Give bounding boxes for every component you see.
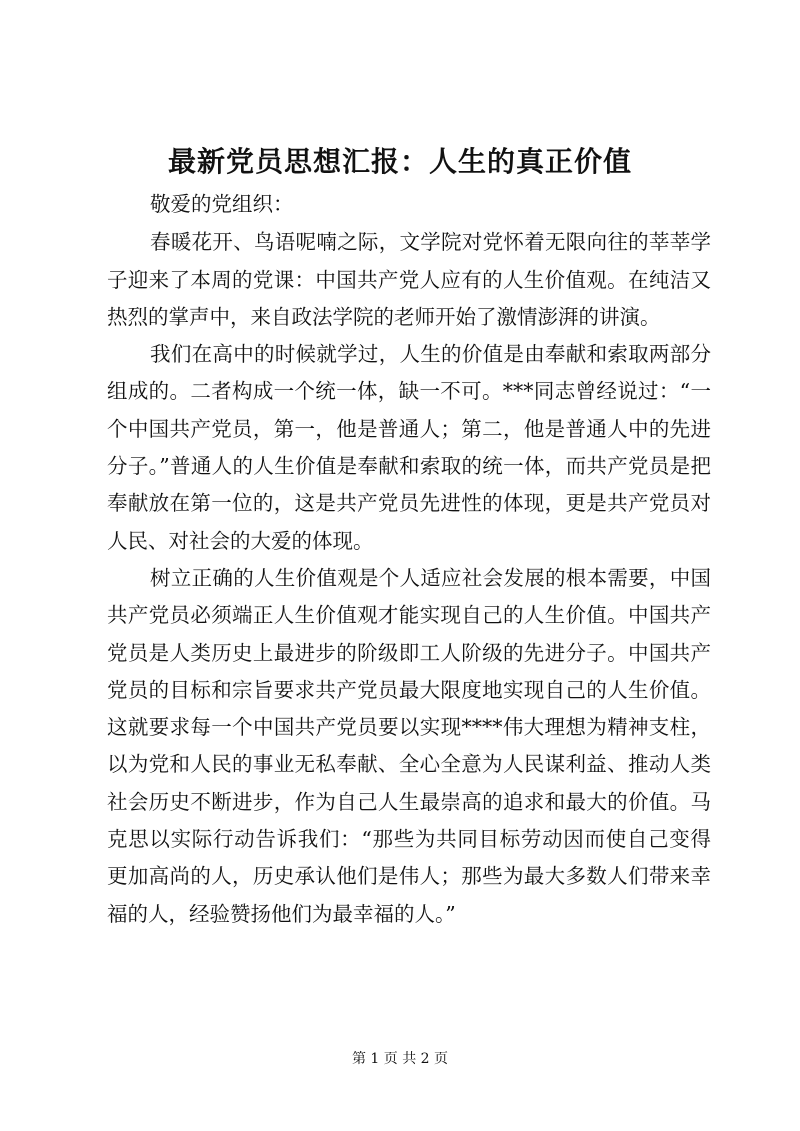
paragraph-2: 我们在高中的时候就学过，人生的价值是由奉献和索取两部分组成的。二者构成一个统一体，缺一不可。***同志曾经说过：“一个中国共产党员，第一，他是普通人；第二，他是普通人中的先进分子。”普通人的人生价值是奉献和索取的统一体，而共产党员是把奉献放在第一位的，这是共产党员先进性的体现，更是共产党员对人民、对社会的大爱的体现。 [107, 342, 711, 553]
page-footer: 第 1 页 共 2 页 [351, 1051, 449, 1067]
document-title: 最新党员思想汇报：人生的真正价值 [167, 145, 632, 178]
paragraph-1: 春暖花开、鸟语呢喃之际，文学院对党怀着无限向往的莘莘学子迎来了本周的党课：中国共产党人应有的人生价值观。在纯洁又热烈的掌声中，来自政法学院的老师开始了激情澎湃的讲演。 [107, 230, 711, 329]
document-body [107, 186, 711, 933]
salutation: 敬爱的党组织： [150, 192, 294, 216]
paragraph-3: 树立正确的人生价值观是个人适应社会发展的根本需要，中国共产党员必须端正人生价值观才能实现自己的人生价值。中国共产党员是人类历史上最进步的阶级即工人阶级的先进分子。中国共产党员的目标和宗旨要求共产党员最大限度地实现自己的人生价值。这就要求每一个中国共产党员要以实现****伟大理想为精神支柱，以为党和人民的事业无私奉献、全心全意为人民谋利益、推动人类社会历史不断进步，作为自己人生最崇高的追求和最大的价值。马克思以实际行动告诉我们：“那些为共同目标劳动因而使自己变得更加高尚的人，历史承认他们是伟人；那些为最大多数人们带来幸福的人，经验赞扬他们为最幸福的人。” [107, 565, 711, 926]
